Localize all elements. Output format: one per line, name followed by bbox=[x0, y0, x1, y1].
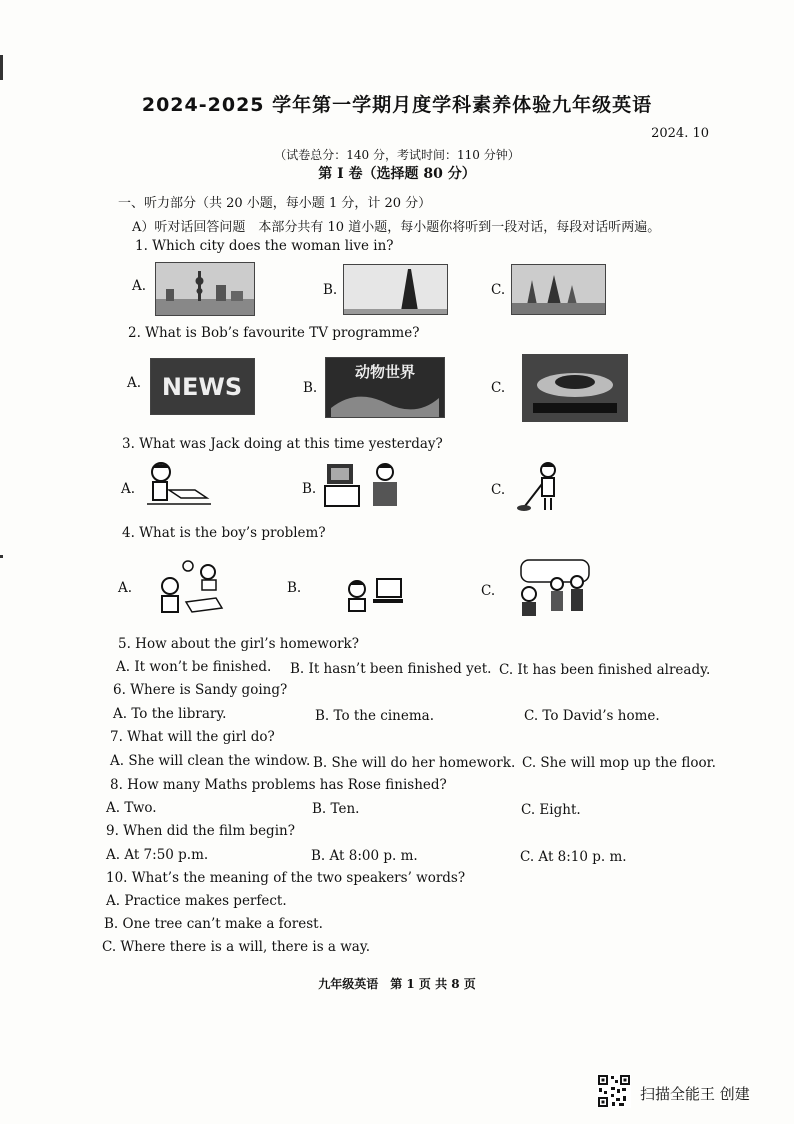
question-2: 2. What is Bob’s favourite TV programme? bbox=[128, 325, 420, 341]
family-arguing-icon bbox=[517, 558, 593, 618]
svg-text:NEWS: NEWS bbox=[161, 373, 243, 401]
question-3: 3. What was Jack doing at this time yesterday? bbox=[122, 436, 443, 452]
option-c: C. Eight. bbox=[521, 802, 581, 818]
news-tv-icon bbox=[150, 358, 255, 415]
option-c: C. She will mop up the floor. bbox=[522, 755, 716, 771]
option-label: A. bbox=[121, 481, 136, 497]
boy-mopping-icon bbox=[515, 460, 565, 515]
boy-reading-icon bbox=[145, 460, 213, 508]
section-instructions: A）听对话回答问题 本部分共有 10 道小题，每小题你将听到一段对话，每段对话听两遍。 bbox=[132, 220, 661, 235]
question-8: 8. How many Maths problems has Rose finished? bbox=[110, 777, 447, 793]
option-c: C. It has been finished already. bbox=[499, 662, 711, 678]
exam-info: （试卷总分：140 分，考试时间：110 分钟） bbox=[274, 148, 520, 162]
option-a: A. It won’t be finished. bbox=[116, 659, 272, 675]
skyline-photo-icon bbox=[155, 262, 255, 316]
option-label: C. bbox=[491, 282, 506, 298]
option-b: B. To the cinema. bbox=[315, 708, 434, 724]
option-a: A. To the library. bbox=[113, 706, 227, 722]
option-label: C. bbox=[481, 583, 496, 599]
question-6: 6. Where is Sandy going? bbox=[113, 682, 288, 698]
animal-world-tv-icon bbox=[325, 357, 445, 418]
option-c: C. To David’s home. bbox=[524, 708, 660, 724]
boy-computer-icon bbox=[343, 573, 407, 613]
option-label: B. bbox=[323, 282, 338, 298]
option-label: A. bbox=[132, 278, 147, 294]
question-5: 5. How about the girl’s homework? bbox=[118, 636, 359, 652]
option-label: B. bbox=[302, 481, 317, 497]
option-label: C. bbox=[491, 482, 506, 498]
option-a: A. Two. bbox=[106, 800, 157, 816]
option-b: B. One tree can’t make a forest. bbox=[104, 916, 323, 932]
part-heading: 第 I 卷（选择题 80 分） bbox=[318, 166, 476, 182]
option-c: C. Where there is a will, there is a way. bbox=[102, 939, 370, 955]
option-a: A. She will clean the window. bbox=[110, 753, 311, 769]
option-label: B. bbox=[303, 380, 318, 396]
boy-computer-icon bbox=[323, 460, 403, 510]
castle-photo-icon bbox=[511, 264, 606, 315]
question-1: 1. Which city does the woman live in? bbox=[135, 238, 394, 254]
question-10: 10. What’s the meaning of the two speakers’ words? bbox=[106, 870, 466, 886]
qr-code-icon bbox=[597, 1074, 631, 1108]
option-label: A. bbox=[127, 375, 142, 391]
sports-car-tv-icon bbox=[522, 354, 628, 422]
eiffel-tower-photo-icon bbox=[343, 264, 448, 315]
option-b: B. At 8:00 p. m. bbox=[311, 848, 418, 864]
scanner-watermark: 扫描全能王 创建 bbox=[640, 1085, 750, 1103]
page-footer: 九年级英语 第 1 页 共 8 页 bbox=[318, 977, 476, 991]
question-4: 4. What is the boy’s problem? bbox=[122, 525, 326, 541]
svg-text:动物世界: 动物世界 bbox=[354, 363, 416, 381]
option-label: A. bbox=[118, 580, 133, 596]
option-c: C. At 8:10 p. m. bbox=[520, 849, 627, 865]
option-b: B. She will do her homework. bbox=[313, 755, 516, 771]
option-b: B. It hasn’t been finished yet. bbox=[290, 661, 492, 677]
scan-edge-mark bbox=[0, 55, 3, 80]
exam-date: 2024. 10 bbox=[651, 126, 709, 141]
question-7: 7. What will the girl do? bbox=[110, 729, 275, 745]
option-label: B. bbox=[287, 580, 302, 596]
scan-edge-mark bbox=[0, 555, 3, 558]
option-b: B. Ten. bbox=[312, 801, 360, 817]
section-heading: 一、听力部分（共 20 小题，每小题 1 分，计 20 分） bbox=[118, 196, 432, 211]
boy-thinking-icon bbox=[156, 556, 228, 614]
option-a: A. Practice makes perfect. bbox=[106, 893, 287, 909]
question-9: 9. When did the film begin? bbox=[106, 823, 295, 839]
option-a: A. At 7:50 p.m. bbox=[106, 847, 209, 863]
option-label: C. bbox=[491, 380, 506, 396]
page-title: 2024-2025 学年第一学期月度学科素养体验九年级英语 bbox=[141, 94, 653, 116]
